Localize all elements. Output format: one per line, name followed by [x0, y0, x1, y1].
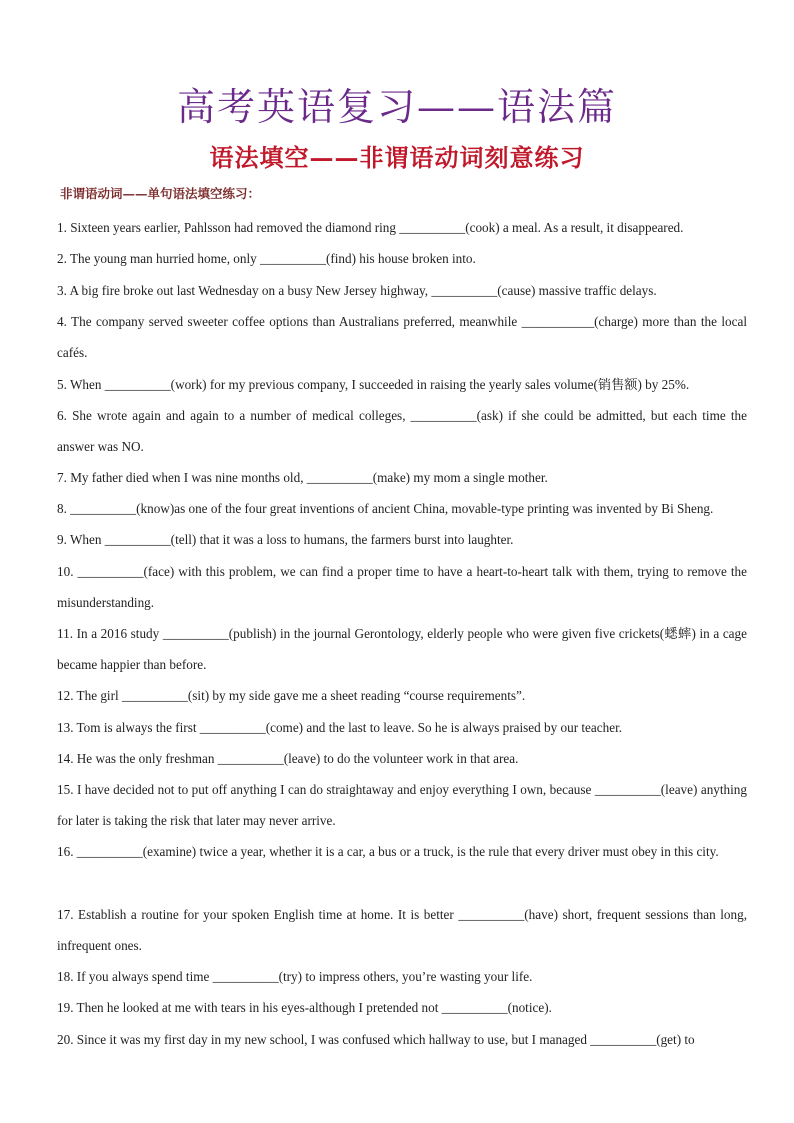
question-19: 19. Then he looked at me with tears in his eyes-although I pretended not __________(notice). [57, 1000, 552, 1015]
question-9: 9. When __________(tell) that it was a loss to humans, the farmers burst into laughter. [57, 532, 514, 547]
question-11: 11. In a 2016 study __________(publish) in the journal Gerontology, elderly people who were given five crickets(蟋蟀) in a cage became happier than before. [57, 626, 747, 672]
question-17: 17. Establish a routine for your spoken English time at home. It is better __________(have) short, frequent sessions than long, infrequent ones. [57, 907, 747, 953]
question-20: 20. Since it was my first day in my new school, I was confused which hallway to use, but I managed __________(get) to [57, 1032, 695, 1047]
question-5: 5. When __________(work) for my previous company, I succeeded in raising the yearly sales volume(销售额) by 25%. [57, 377, 690, 392]
question-13: 13. Tom is always the first __________(come) and the last to leave. So he is always praised by our teacher. [57, 720, 623, 735]
question-1: 1. Sixteen years earlier, Pahlsson had removed the diamond ring __________(cook) a meal. As a result, it disappeared. [57, 220, 684, 235]
question-10: 10. __________(face) with this problem, we can find a proper time to have a heart-to-heart talk with them, trying to remove the misunderstanding. [57, 564, 747, 610]
question-18: 18. If you always spend time __________(try) to impress others, you’re wasting your life. [57, 969, 533, 984]
page-subtitle: 语法填空——非谓语动词刻意练习 [209, 143, 585, 172]
section-heading: 非谓语动词——单句语法填空练习： [60, 186, 261, 201]
question-7: 7. My father died when I was nine months old, __________(make) my mom a single mother. [57, 470, 548, 485]
question-12: 12. The girl __________(sit) by my side gave me a sheet reading “course requirements”. [57, 688, 526, 703]
question-8: 8. __________(know)as one of the four great inventions of ancient China, movable-type printing was invented by Bi Sheng. [57, 501, 714, 516]
question-16: 16. __________(examine) twice a year, whether it is a car, a bus or a truck, is the rule that every driver must obey in this city. [57, 844, 719, 859]
question-3: 3. A big fire broke out last Wednesday on a busy New Jersey highway, __________(cause) massive traffic delays. [57, 283, 657, 298]
question-4: 4. The company served sweeter coffee options than Australians preferred, meanwhile ___________(charge) more than the local cafés. [57, 314, 747, 360]
question-14: 14. He was the only freshman __________(leave) to do the volunteer work in that area. [57, 751, 519, 766]
question-6: 6. She wrote again and again to a number of medical colleges, __________(ask) if she could be admitted, but each time the answer was NO. [57, 408, 747, 454]
page-title: 高考英语复习——语法篇 [176, 85, 617, 129]
question-2: 2. The young man hurried home, only __________(find) his house broken into. [57, 251, 476, 266]
question-15: 15. I have decided not to put off anything I can do straightaway and enjoy everything I own, because __________(leave) anything for later is taking the risk that later may never arrive. [57, 782, 747, 828]
